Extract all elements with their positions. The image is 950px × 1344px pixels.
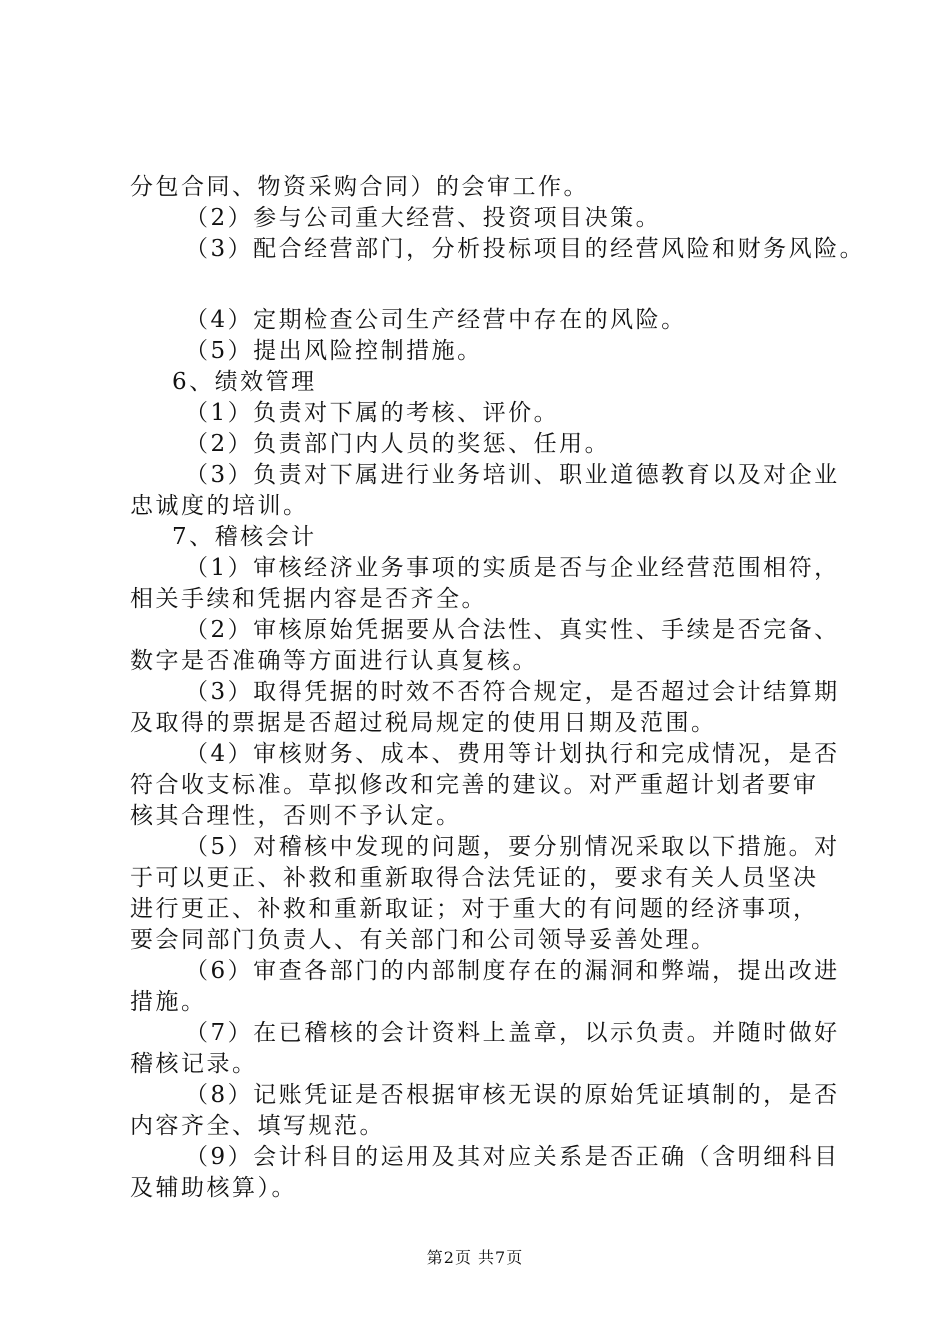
paragraph-line: 进行更正、补救和重新取证；对于重大的有问题的经济事项，	[130, 896, 819, 922]
section-heading: 7、稽核会计	[172, 524, 317, 550]
paragraph-line: （4）定期检查公司生产经营中存在的风险。	[185, 307, 687, 333]
paragraph-line: （1）审核经济业务事项的实质是否与企业经营范围相符，	[185, 555, 840, 581]
paragraph-line: 及取得的票据是否超过税局规定的使用日期及范围。	[130, 710, 717, 736]
paragraph-line: 分包合同、物资采购合同）的会审工作。	[130, 174, 589, 200]
paragraph-line: （1）负责对下属的考核、评价。	[185, 400, 560, 426]
paragraph-line: 符合收支标准。草拟修改和完善的建议。对严重超计划者要审	[130, 772, 819, 798]
paragraph-line: （2）审核原始凭据要从合法性、真实性、手续是否完备、	[185, 617, 840, 643]
paragraph-line: （6）审查各部门的内部制度存在的漏洞和弊端，提出改进	[185, 958, 840, 984]
paragraph-line: 相关手续和凭据内容是否齐全。	[130, 586, 487, 612]
paragraph-line: 数字是否准确等方面进行认真复核。	[130, 648, 538, 674]
paragraph-line: （4）审核财务、成本、费用等计划执行和完成情况，是否	[185, 741, 840, 767]
section-heading: 6、绩效管理	[172, 369, 317, 395]
paragraph-line: 及辅助核算）。	[130, 1175, 297, 1201]
paragraph-line: 于可以更正、补救和重新取得合法凭证的，要求有关人员坚决	[130, 865, 819, 891]
page-number-footer: 第2页 共7页	[426, 1248, 524, 1267]
paragraph-line: （7）在已稽核的会计资料上盖章，以示负责。并随时做好	[185, 1020, 840, 1046]
blank-gap	[130, 265, 845, 305]
paragraph-line: 忠诚度的培训。	[130, 493, 309, 519]
paragraph-line: 内容齐全、填写规范。	[130, 1113, 385, 1139]
paragraph-line: （2）参与公司重大经营、投资项目决策。	[185, 205, 662, 231]
paragraph-line: （2）负责部门内人员的奖惩、任用。	[185, 431, 611, 457]
paragraph-line: （5）对稽核中发现的问题，要分别情况采取以下措施。对	[185, 834, 840, 860]
paragraph-line: 措施。	[130, 989, 207, 1015]
paragraph-line: 稽核记录。	[130, 1051, 258, 1077]
paragraph-line: 要会同部门负责人、有关部门和公司领导妥善处理。	[130, 927, 717, 953]
paragraph-line: （5）提出风险控制措施。	[185, 338, 483, 364]
paragraph-line: （9）会计科目的运用及其对应关系是否正确（含明细科目	[185, 1144, 840, 1170]
paragraph-line: 核其合理性，否则不予认定。	[130, 803, 462, 829]
paragraph-line: （3）负责对下属进行业务培训、职业道德教育以及对企业	[185, 462, 840, 488]
paragraph-line: （3）配合经营部门，分析投标项目的经营风险和财务风险。	[185, 236, 866, 262]
paragraph-line: （8）记账凭证是否根据审核无误的原始凭证填制的，是否	[185, 1082, 840, 1108]
document-body	[130, 172, 866, 1204]
paragraph-line: （3）取得凭据的时效不否符合规定，是否超过会计结算期	[185, 679, 840, 705]
